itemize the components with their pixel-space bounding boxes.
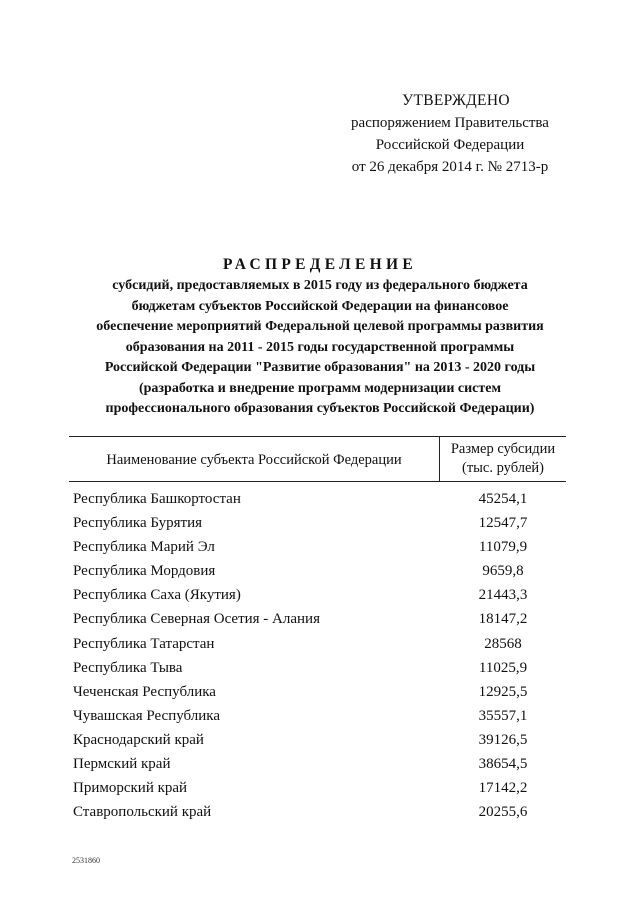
- region-name: Чувашская Республика: [73, 707, 221, 724]
- region-name: Краснодарский край: [73, 731, 204, 748]
- subsidy-value: 11025,9: [478, 659, 528, 676]
- table-body: [69, 487, 566, 824]
- table-row: [69, 583, 566, 607]
- column-header-size: [440, 437, 566, 481]
- subsidy-value: 11079,9: [478, 539, 528, 556]
- approval-heading: УТВЕРЖДЕНО: [402, 92, 510, 109]
- region-name: Ставропольский край: [73, 804, 212, 821]
- table-row: [69, 704, 566, 728]
- subtitle-line: бюджетам субъектов Российской Федерации на финансовое: [131, 298, 509, 314]
- table-row: [69, 607, 566, 631]
- region-name: Республика Северная Осетия - Алания: [73, 611, 320, 628]
- table-row: [69, 776, 566, 800]
- column-header-size-line2: (тыс. рублей): [462, 460, 544, 476]
- subsidy-value: 28568: [484, 635, 522, 652]
- table-row: [69, 728, 566, 752]
- region-name: Республика Татарстан: [73, 635, 215, 652]
- table-row: [69, 511, 566, 535]
- subsidy-value: 35557,1: [478, 707, 528, 724]
- subsidy-value: 18147,2: [478, 611, 528, 628]
- region-name: Приморский край: [73, 780, 188, 797]
- region-name: Республика Тыва: [73, 659, 183, 676]
- subtitle-line: обеспечение мероприятий Федеральной целевой программы развития: [96, 319, 544, 334]
- subsidy-value: 20255,6: [478, 804, 528, 821]
- region-name: Республика Саха (Якутия): [73, 587, 241, 604]
- region-name: Чеченская Республика: [73, 683, 216, 700]
- table-row: [69, 559, 566, 583]
- table-row: [69, 680, 566, 704]
- region-name: Пермский край: [73, 756, 171, 773]
- subsidy-value: 38654,5: [478, 756, 528, 773]
- subsidy-value: 17142,2: [478, 780, 528, 797]
- subtitle-line: образования на 2011 - 2015 годы государственной программы: [125, 339, 515, 355]
- table-row: [69, 535, 566, 559]
- table-row: [69, 632, 566, 656]
- table-row: [69, 487, 566, 511]
- subtitle-line: профессионального образования субъектов Российской Федерации): [105, 401, 535, 416]
- subsidy-value: 21443,3: [478, 587, 528, 604]
- subsidy-value: 12925,5: [478, 683, 528, 700]
- approval-line-3: от 26 декабря 2014 г. № 2713-р: [351, 159, 549, 175]
- subtitle-line: субсидий, предоставляемых в 2015 году из федерального бюджета: [112, 278, 528, 293]
- region-name: Республика Мордовия: [73, 563, 216, 580]
- table-row: [69, 656, 566, 680]
- region-name: Республика Марий Эл: [73, 539, 215, 556]
- table-row: [69, 800, 566, 824]
- table-row: [69, 752, 566, 776]
- document-title: РАСПРЕДЕЛЕНИЕ: [223, 256, 417, 273]
- column-header-name: Наименование субъекта Российской Федерации: [106, 452, 402, 468]
- approval-line-2: Российской Федерации: [375, 137, 525, 153]
- region-name: Республика Башкортостан: [73, 491, 241, 507]
- subsidy-value: 9659,8: [482, 563, 524, 580]
- approval-block: [340, 90, 560, 178]
- subsidy-value: 39126,5: [478, 731, 528, 748]
- column-header-size-line1: Размер субсидии: [450, 441, 556, 457]
- approval-line-1: распоряжением Правительства: [351, 115, 549, 131]
- table-header: [69, 436, 566, 482]
- subsidy-value: 12547,7: [478, 515, 528, 532]
- subtitle-line: Российской Федерации "Развитие образования" на 2013 - 2020 годы: [104, 360, 536, 375]
- document-number: 2531860: [72, 856, 100, 865]
- document-subtitle: [40, 276, 600, 420]
- subtitle-line: (разработка и внедрение программ модернизации систем: [138, 380, 502, 396]
- region-name: Республика Бурятия: [73, 515, 203, 532]
- subsidy-value: 45254,1: [478, 491, 528, 507]
